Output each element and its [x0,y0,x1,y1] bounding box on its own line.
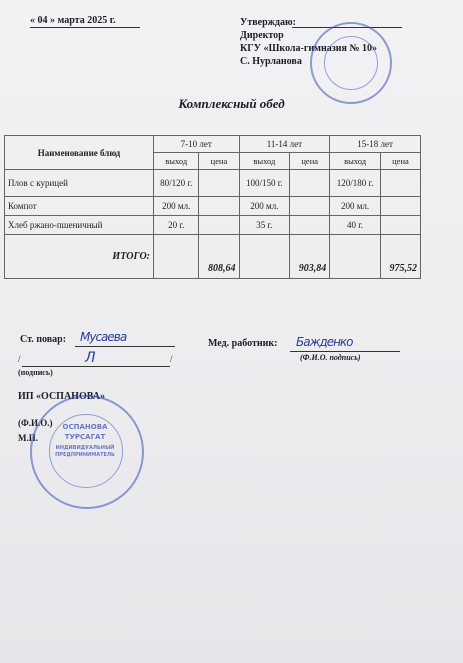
medic-caption: (Ф.И.О. подпись) [300,353,361,362]
dish-price [380,216,420,235]
total-value-1: 808,64 [199,235,239,279]
sub-output-2: выход [239,153,290,170]
total-value-2: 903,84 [290,235,330,279]
sub-price-1: цена [199,153,239,170]
sub-price-2: цена [290,153,330,170]
cook-fio-line [22,366,170,367]
school-stamp-inner [324,36,378,90]
approval-org: КГУ «Школа-гимназия № 10» [240,43,377,54]
dish-price [199,170,239,197]
ip-name: ИП «ОСПАНОВА» [18,391,105,402]
dish-output: 120/180 г. [330,170,381,197]
date-underline [30,27,140,28]
sub-output-3: выход [330,153,381,170]
dish-price [290,170,330,197]
slash-right: / [170,354,173,364]
table-row [5,170,421,197]
dish-price [380,170,420,197]
stamp-line-4: ПРЕДПРИНИМАТЕЛЬ [55,452,115,458]
dish-output: 35 г. [239,216,290,235]
dish-price [290,197,330,216]
table-header-row [5,136,421,153]
header-dish: Наименование блюд [5,136,154,170]
dish-name: Хлеб ржано-пшеничный [5,216,154,235]
mp-label: М.П. [18,433,38,443]
slash-left: / [18,354,21,364]
dish-output: 100/150 г. [239,170,290,197]
sign-caption: (подпись) [18,368,53,377]
header-group-2: 11-14 лет [239,136,330,153]
total-output-empty [330,235,381,279]
dish-output: 80/120 г. [154,170,199,197]
dish-output: 200 мл. [330,197,381,216]
document-date: « 04 » марта 2025 г. [30,15,116,26]
stamp-line-2: ТУРСАГАТ [64,433,106,441]
table-total-row [5,235,421,279]
school-stamp [310,22,392,104]
approval-name: С. Нурланова [240,56,302,67]
header-group-1: 7-10 лет [154,136,240,153]
dish-price [199,216,239,235]
dish-output: 200 мл. [154,197,199,216]
dish-output: 200 мл. [239,197,290,216]
sub-output-1: выход [154,153,199,170]
approval-title: Утверждаю: [240,17,296,28]
table-row [5,197,421,216]
dish-name: Компот [5,197,154,216]
dish-output: 40 г. [330,216,381,235]
ip-stamp [30,395,144,509]
stamp-line-1: ОСПАНОВА [62,423,108,431]
cook-initials-mark: Л [85,350,95,366]
menu-table [4,135,421,279]
medic-sign-line [290,351,400,352]
medic-signature: Бажденко [296,335,353,349]
cook-label: Ст. повар: [20,334,67,345]
total-output-empty [239,235,290,279]
cook-sign-line [75,346,175,347]
medic-label: Мед. работник: [208,338,278,349]
dish-price [199,197,239,216]
dish-price [380,197,420,216]
approval-role: Директор [240,30,284,41]
sub-price-3: цена [380,153,420,170]
dish-name: Плов с курицей [5,170,154,197]
table-row [5,216,421,235]
cook-signature: Мусаева [80,330,127,344]
total-label: ИТОГО: [5,235,154,279]
total-output-empty [154,235,199,279]
stamp-line-3: ИНДИВИДУАЛЬНЫЙ [55,445,115,451]
dish-output: 20 г. [154,216,199,235]
total-value-3: 975,52 [380,235,420,279]
fio-caption: (Ф.И.О.) [18,418,53,428]
document-title: Комплексный обед [178,96,285,111]
header-group-3: 15-18 лет [330,136,421,153]
dish-price [290,216,330,235]
